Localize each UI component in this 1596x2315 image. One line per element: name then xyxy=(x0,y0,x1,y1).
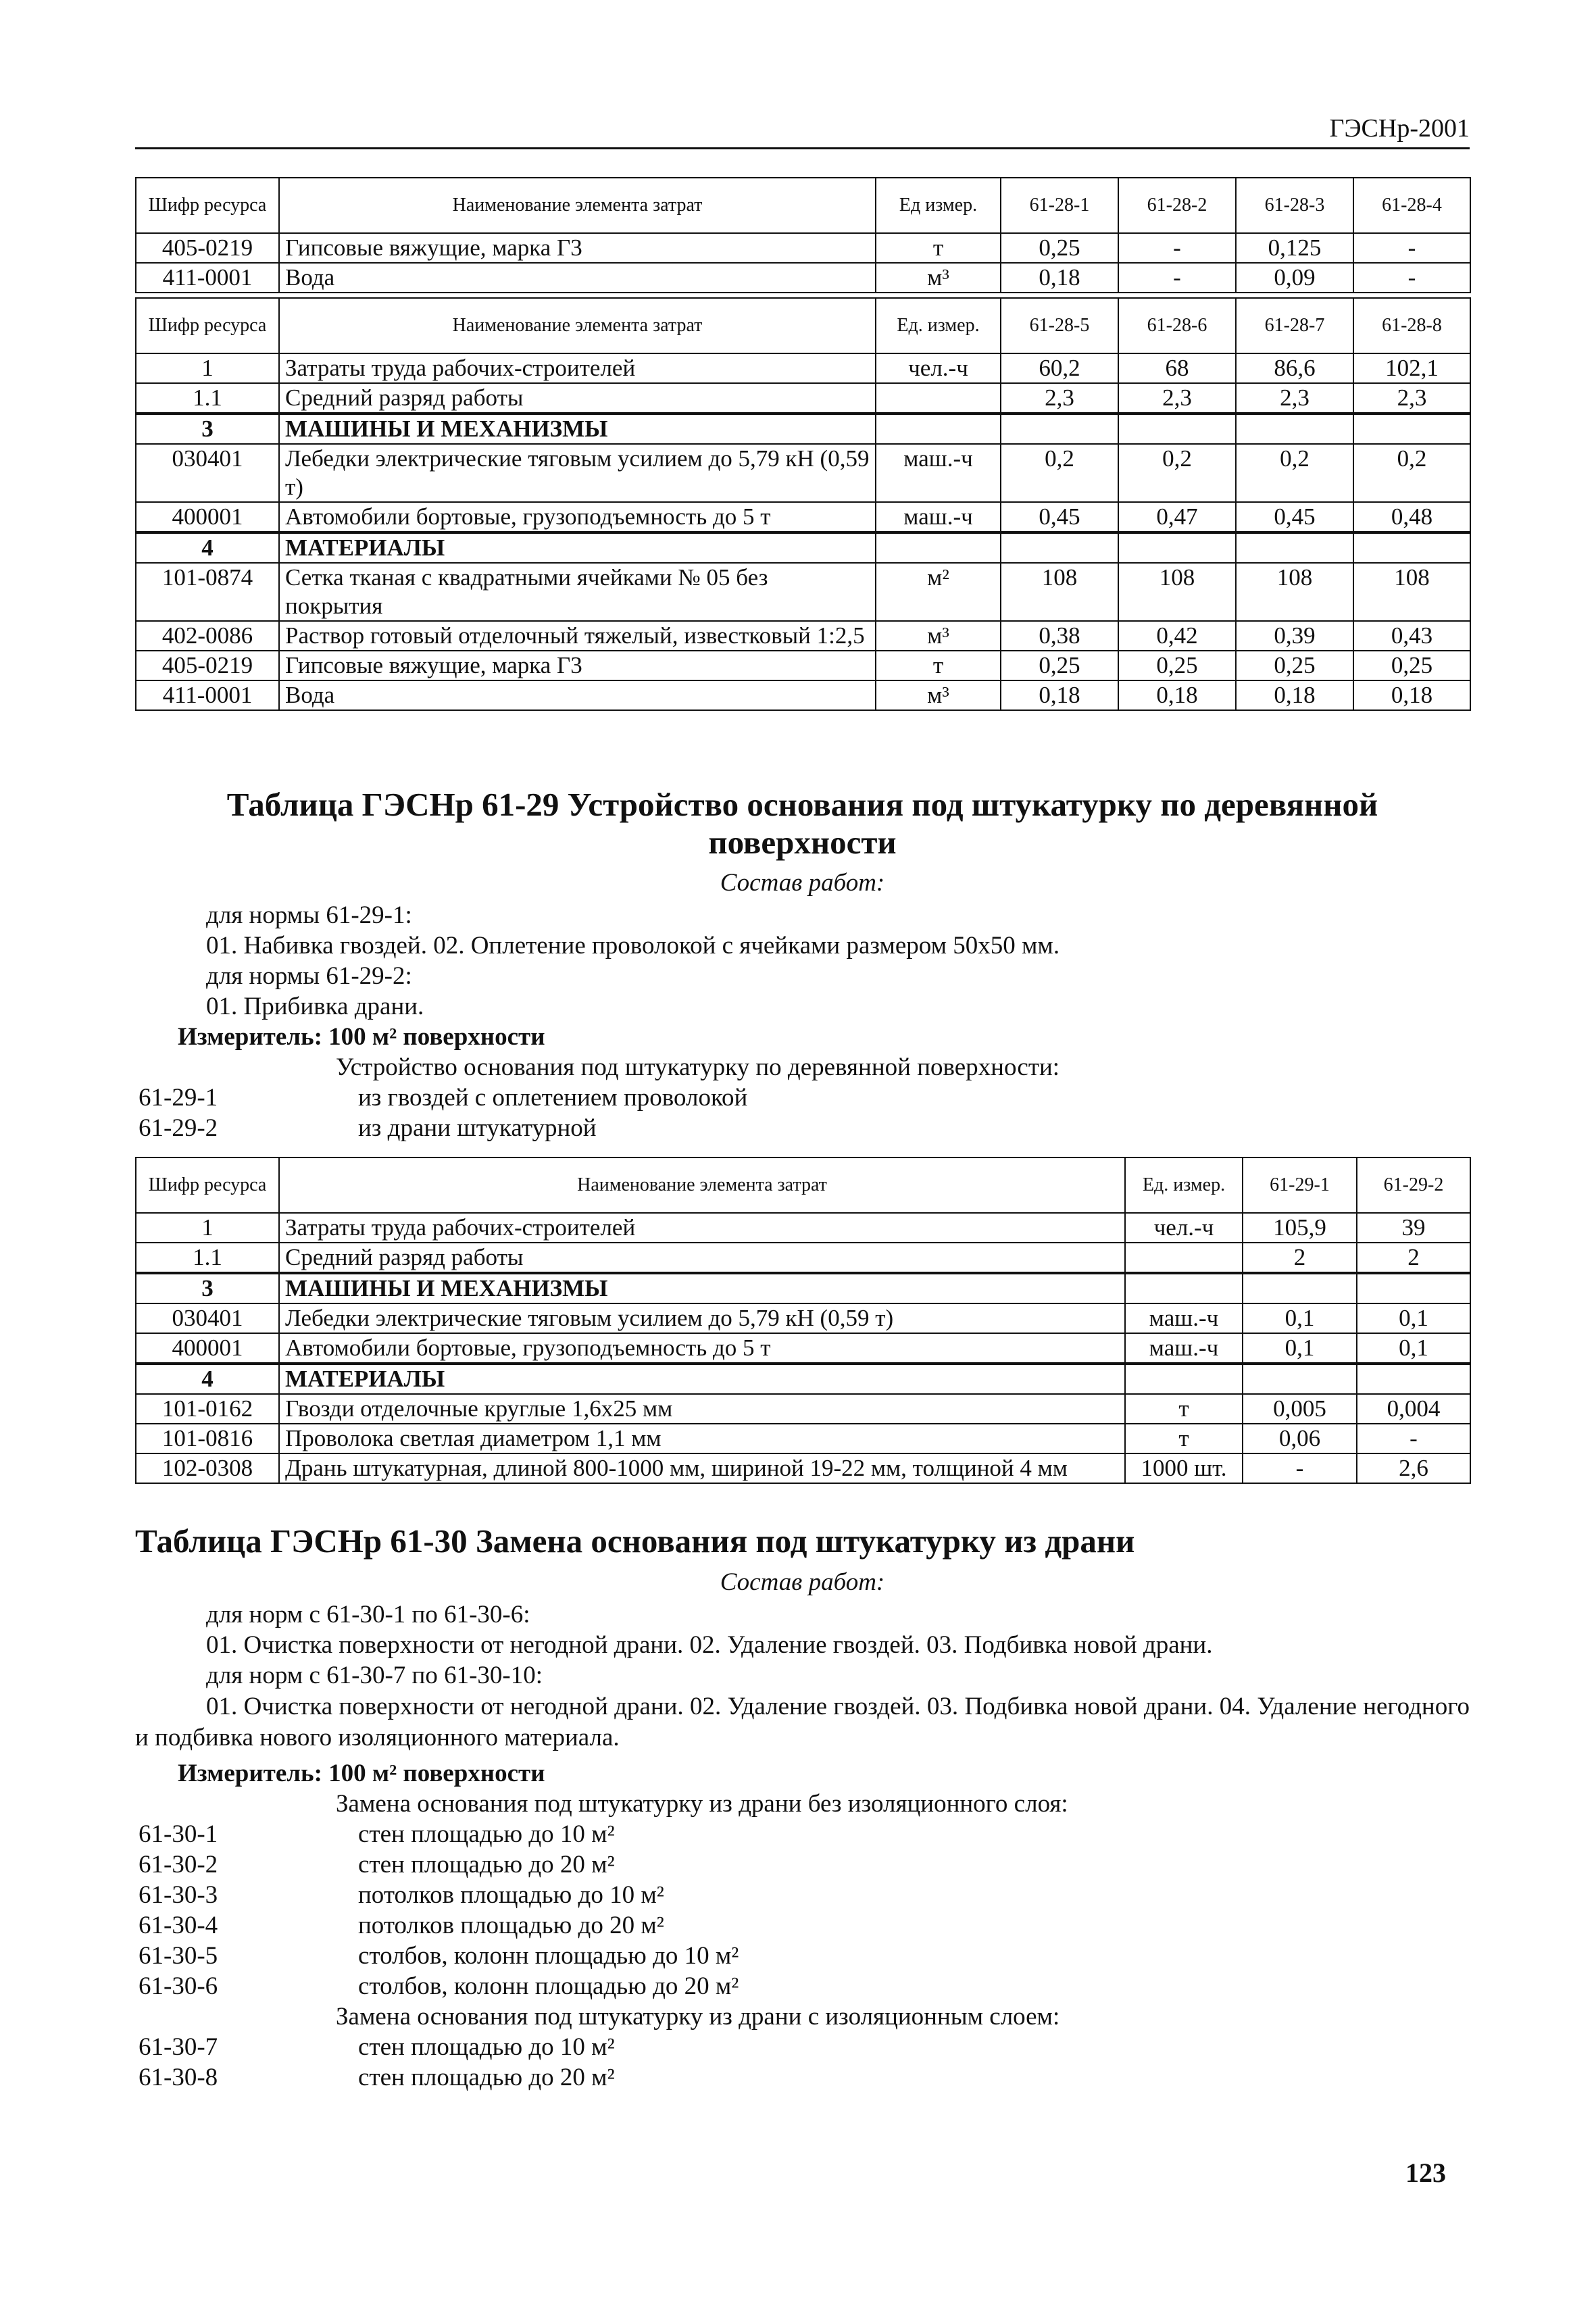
resource-code: 030401 xyxy=(136,1303,279,1333)
norm-description: стен площадью до 20 м² xyxy=(358,2064,615,2091)
unit: маш.-ч xyxy=(1125,1303,1243,1333)
norm-description: из драни штукатурной xyxy=(358,1114,597,1142)
value-cell: 0,125 xyxy=(1236,233,1353,263)
value-cell xyxy=(1118,414,1236,444)
resource-name: Автомобили бортовые, грузоподъемность до 5 т xyxy=(279,502,876,532)
value-cell: 0,43 xyxy=(1353,621,1470,651)
title-line: поверхности xyxy=(708,824,897,861)
value-cell: 0,25 xyxy=(1001,233,1118,263)
table-row xyxy=(136,1424,1470,1453)
norm-text-paragraph: 01. Очистка поверхности от негодной драни. 02. Удаление гвоздей. 03. Подбивка новой драни. 04. Удаление негодного и подбивка нового изоляционного материала. xyxy=(135,1693,1470,1751)
resource-code: 102-0308 xyxy=(136,1453,279,1483)
unit: маш.-ч xyxy=(876,502,1001,532)
resource-name: Гипсовые вяжущие, марка Г3 xyxy=(279,651,876,680)
norms-subheading: Замена основания под штукатурку из драни с изоляционным слоем: xyxy=(336,2003,1060,2031)
value-cell: 60,2 xyxy=(1001,353,1118,383)
value-cell: 108 xyxy=(1118,563,1236,621)
resource-code: 1 xyxy=(136,353,279,383)
value-cell: 39 xyxy=(1357,1213,1470,1243)
resource-code: 400001 xyxy=(136,502,279,532)
unit xyxy=(1125,1243,1243,1273)
resource-code: 402-0086 xyxy=(136,621,279,651)
norms-subheading: Замена основания под штукатурку из драни без изоляционного слоя: xyxy=(336,1790,1068,1818)
value-cell: 0,18 xyxy=(1236,680,1353,710)
norm-code: 61-30-1 xyxy=(139,1820,218,1848)
value-cell xyxy=(1001,414,1118,444)
value-cell: 0,09 xyxy=(1236,263,1353,293)
table-section-row xyxy=(136,414,1470,444)
norm-code: 61-30-4 xyxy=(139,1912,218,1939)
norm-description: столбов, колонн площадью до 10 м² xyxy=(358,1942,739,1970)
unit: маш.-ч xyxy=(876,444,1001,502)
column-header: 61-29-1 xyxy=(1243,1158,1357,1213)
table-section-row xyxy=(136,532,1470,563)
measurement-unit: Измеритель: 100 м² поверхности xyxy=(178,1023,545,1051)
norm-label: для нормы 61-29-1: xyxy=(206,901,412,929)
table-header-row xyxy=(136,298,1470,353)
value-cell: 108 xyxy=(1236,563,1353,621)
unit xyxy=(876,532,1001,563)
value-cell: 108 xyxy=(1001,563,1118,621)
unit: т xyxy=(1125,1394,1243,1424)
value-cell: - xyxy=(1118,233,1236,263)
resource-code: 101-0162 xyxy=(136,1394,279,1424)
value-cell: 0,25 xyxy=(1236,651,1353,680)
resource-name: Затраты труда рабочих-строителей xyxy=(279,1213,1125,1243)
work-composition-heading: Состав работ: xyxy=(720,869,885,897)
value-cell xyxy=(1357,1364,1470,1394)
resource-code: 405-0219 xyxy=(136,651,279,680)
norm-description: потолков площадью до 10 м² xyxy=(358,1881,664,1909)
resource-name: Вода xyxy=(279,680,876,710)
value-cell: 0,2 xyxy=(1001,444,1118,502)
value-cell xyxy=(1353,414,1470,444)
value-cell: 102,1 xyxy=(1353,353,1470,383)
value-cell: - xyxy=(1118,263,1236,293)
value-cell: 0,39 xyxy=(1236,621,1353,651)
table-row xyxy=(136,1453,1470,1483)
column-header: 61-29-2 xyxy=(1357,1158,1470,1213)
table-header-row xyxy=(136,1158,1470,1213)
resource-name: Гипсовые вяжущие, марка Г3 xyxy=(279,233,876,263)
value-cell: 2,6 xyxy=(1357,1453,1470,1483)
value-cell xyxy=(1236,414,1353,444)
unit xyxy=(876,414,1001,444)
table-row xyxy=(136,1394,1470,1424)
value-cell: 2,3 xyxy=(1118,383,1236,414)
value-cell: - xyxy=(1353,263,1470,293)
table-row xyxy=(136,444,1470,502)
resource-code: 101-0816 xyxy=(136,1424,279,1453)
unit xyxy=(1125,1273,1243,1303)
norm-code: 61-29-2 xyxy=(139,1114,218,1142)
value-cell: 0,2 xyxy=(1118,444,1236,502)
value-cell: 0,48 xyxy=(1353,502,1470,532)
unit: чел.-ч xyxy=(1125,1213,1243,1243)
section-code: 4 xyxy=(136,532,279,563)
column-header: Ед. измер. xyxy=(876,298,1001,353)
value-cell xyxy=(1243,1364,1357,1394)
column-header: 61-28-2 xyxy=(1118,178,1236,233)
work-composition-heading: Состав работ: xyxy=(720,1568,885,1596)
value-cell: 0,1 xyxy=(1357,1303,1470,1333)
norm-label: для норм с 61-30-7 по 61-30-10: xyxy=(206,1662,543,1689)
value-cell: 0,1 xyxy=(1357,1333,1470,1364)
unit: чел.-ч xyxy=(876,353,1001,383)
column-header: Ед. измер. xyxy=(1125,1158,1243,1213)
value-cell xyxy=(1353,532,1470,563)
norm-code: 61-30-7 xyxy=(139,2033,218,2061)
norm-label: для норм с 61-30-1 по 61-30-6: xyxy=(206,1601,530,1628)
section-code: 4 xyxy=(136,1364,279,1394)
unit: т xyxy=(1125,1424,1243,1453)
column-header: 61-28-3 xyxy=(1236,178,1353,233)
norm-description: столбов, колонн площадью до 20 м² xyxy=(358,1972,739,2000)
section-code: 3 xyxy=(136,414,279,444)
value-cell: 2,3 xyxy=(1236,383,1353,414)
header-rule xyxy=(135,147,1470,149)
resource-name: Лебедки электрические тяговым усилием до 5,79 кН (0,59 т) xyxy=(279,444,876,502)
resource-name: Средний разряд работы xyxy=(279,383,876,414)
norm-text: 01. Набивка гвоздей. 02. Оплетение проволокой с ячейками размером 50x50 мм. xyxy=(206,932,1060,960)
unit: м³ xyxy=(876,263,1001,293)
value-cell: 2,3 xyxy=(1353,383,1470,414)
value-cell: 2 xyxy=(1243,1243,1357,1273)
resource-name: Проволока светлая диаметром 1,1 мм xyxy=(279,1424,1125,1453)
value-cell: 0,06 xyxy=(1243,1424,1357,1453)
resource-name: Гвозди отделочные круглые 1,6x25 мм xyxy=(279,1394,1125,1424)
resource-code: 411-0001 xyxy=(136,263,279,293)
table-row xyxy=(136,563,1470,621)
value-cell: - xyxy=(1357,1424,1470,1453)
value-cell: 0,42 xyxy=(1118,621,1236,651)
resource-name: Автомобили бортовые, грузоподъемность до 5 т xyxy=(279,1333,1125,1364)
column-header: 61-28-7 xyxy=(1236,298,1353,353)
value-cell: 105,9 xyxy=(1243,1213,1357,1243)
value-cell: 0,18 xyxy=(1118,680,1236,710)
value-cell: 0,005 xyxy=(1243,1394,1357,1424)
value-cell: 2,3 xyxy=(1001,383,1118,414)
value-cell xyxy=(1243,1273,1357,1303)
table-row xyxy=(136,383,1470,414)
table-row xyxy=(136,502,1470,532)
value-cell: 0,1 xyxy=(1243,1333,1357,1364)
value-cell xyxy=(1001,532,1118,563)
norm-text: 01. Прибивка драни. xyxy=(206,993,424,1020)
value-cell: 0,18 xyxy=(1353,680,1470,710)
table-section-row xyxy=(136,1364,1470,1394)
resource-code: 1.1 xyxy=(136,383,279,414)
table-row xyxy=(136,1243,1470,1273)
running-header: ГЭСНр-2001 xyxy=(1329,114,1470,143)
norm-code: 61-30-6 xyxy=(139,1972,218,2000)
column-header: 61-28-5 xyxy=(1001,298,1118,353)
value-cell xyxy=(1357,1273,1470,1303)
table-title-61-29 xyxy=(135,786,1470,862)
resource-code: 405-0219 xyxy=(136,233,279,263)
value-cell: 108 xyxy=(1353,563,1470,621)
resource-name: Лебедки электрические тяговым усилием до 5,79 кН (0,59 т) xyxy=(279,1303,1125,1333)
resource-code: 030401 xyxy=(136,444,279,502)
section-title: МАШИНЫ И МЕХАНИЗМЫ xyxy=(279,1273,1125,1303)
table-section-row xyxy=(136,1273,1470,1303)
norm-description: стен площадью до 20 м² xyxy=(358,1851,615,1878)
resource-name: Средний разряд работы xyxy=(279,1243,1125,1273)
unit: маш.-ч xyxy=(1125,1333,1243,1364)
page-number: 123 xyxy=(1405,2158,1446,2188)
table-row xyxy=(136,621,1470,651)
column-header: 61-28-6 xyxy=(1118,298,1236,353)
table-header-row xyxy=(136,178,1470,233)
value-cell: - xyxy=(1243,1453,1357,1483)
resource-code: 1 xyxy=(136,1213,279,1243)
column-header: 61-28-4 xyxy=(1353,178,1470,233)
value-cell: 0,45 xyxy=(1001,502,1118,532)
resource-code: 101-0874 xyxy=(136,563,279,621)
norm-text: 01. Очистка поверхности от негодной драни. 02. Удаление гвоздей. 03. Подбивка новой драни. xyxy=(206,1631,1213,1659)
unit: т xyxy=(876,233,1001,263)
norm-code: 61-29-1 xyxy=(139,1084,218,1112)
section-title: МАТЕРИАЛЫ xyxy=(279,532,876,563)
unit: м³ xyxy=(876,621,1001,651)
norm-description: стен площадью до 10 м² xyxy=(358,2033,615,2061)
norm-code: 61-30-8 xyxy=(139,2064,218,2091)
value-cell: - xyxy=(1353,233,1470,263)
unit xyxy=(1125,1364,1243,1394)
section-code: 3 xyxy=(136,1273,279,1303)
value-cell: 0,004 xyxy=(1357,1394,1470,1424)
value-cell xyxy=(1118,532,1236,563)
resource-name: Дрань штукатурная, длиной 800-1000 мм, шириной 19-22 мм, толщиной 4 мм xyxy=(279,1453,1125,1483)
title-line: Таблица ГЭСНр 61-29 Устройство основания под штукатурку по деревянной xyxy=(226,786,1378,823)
norm-label: для нормы 61-29-2: xyxy=(206,962,412,990)
value-cell: 0,2 xyxy=(1353,444,1470,502)
norm-code: 61-30-5 xyxy=(139,1942,218,1970)
section-title: МАТЕРИАЛЫ xyxy=(279,1364,1125,1394)
unit: м³ xyxy=(876,680,1001,710)
resource-code: 1.1 xyxy=(136,1243,279,1273)
table-61-29 xyxy=(135,1157,1471,1484)
value-cell: 0,25 xyxy=(1118,651,1236,680)
norm-code: 61-30-2 xyxy=(139,1851,218,1878)
norms-subheading: Устройство основания под штукатурку по деревянной поверхности: xyxy=(336,1053,1060,1081)
column-header: Шифр ресурса xyxy=(136,1158,279,1213)
section-title: МАШИНЫ И МЕХАНИЗМЫ xyxy=(279,414,876,444)
column-header: 61-28-8 xyxy=(1353,298,1470,353)
resource-name: Раствор готовый отделочный тяжелый, известковый 1:2,5 xyxy=(279,621,876,651)
unit xyxy=(876,383,1001,414)
table-row xyxy=(136,1303,1470,1333)
value-cell: 0,45 xyxy=(1236,502,1353,532)
value-cell: 68 xyxy=(1118,353,1236,383)
resource-code: 411-0001 xyxy=(136,680,279,710)
unit: 1000 шт. xyxy=(1125,1453,1243,1483)
table-title-61-30: Таблица ГЭСНр 61-30 Замена основания под штукатурку из драни xyxy=(135,1522,1135,1560)
table-61-28-continued xyxy=(135,177,1471,293)
table-row xyxy=(136,1333,1470,1364)
value-cell: 86,6 xyxy=(1236,353,1353,383)
value-cell: 0,2 xyxy=(1236,444,1353,502)
table-row xyxy=(136,680,1470,710)
norm-code: 61-30-3 xyxy=(139,1881,218,1909)
table-61-28-5-8 xyxy=(135,297,1471,711)
column-header: 61-28-1 xyxy=(1001,178,1118,233)
table-row xyxy=(136,263,1470,293)
value-cell: 2 xyxy=(1357,1243,1470,1273)
table-row xyxy=(136,353,1470,383)
table-row xyxy=(136,651,1470,680)
value-cell: 0,18 xyxy=(1001,263,1118,293)
table-row xyxy=(136,233,1470,263)
value-cell xyxy=(1236,532,1353,563)
column-header: Наименование элемента затрат xyxy=(279,298,876,353)
norm-description: потолков площадью до 20 м² xyxy=(358,1912,664,1939)
column-header: Наименование элемента затрат xyxy=(279,1158,1125,1213)
resource-name: Затраты труда рабочих-строителей xyxy=(279,353,876,383)
resource-code: 400001 xyxy=(136,1333,279,1364)
value-cell: 0,1 xyxy=(1243,1303,1357,1333)
column-header: Наименование элемента затрат xyxy=(279,178,876,233)
value-cell: 0,38 xyxy=(1001,621,1118,651)
norm-description: стен площадью до 10 м² xyxy=(358,1820,615,1848)
unit: т xyxy=(876,651,1001,680)
column-header: Шифр ресурса xyxy=(136,298,279,353)
table-row xyxy=(136,1213,1470,1243)
value-cell: 0,18 xyxy=(1001,680,1118,710)
column-header: Ед измер. xyxy=(876,178,1001,233)
measurement-unit: Измеритель: 100 м² поверхности xyxy=(178,1760,545,1787)
norm-description: из гвоздей с оплетением проволокой xyxy=(358,1084,748,1112)
value-cell: 0,25 xyxy=(1001,651,1118,680)
value-cell: 0,25 xyxy=(1353,651,1470,680)
unit: м² xyxy=(876,563,1001,621)
resource-name: Вода xyxy=(279,263,876,293)
value-cell: 0,47 xyxy=(1118,502,1236,532)
resource-name: Сетка тканая с квадратными ячейками № 05 без покрытия xyxy=(279,563,876,621)
column-header: Шифр ресурса xyxy=(136,178,279,233)
